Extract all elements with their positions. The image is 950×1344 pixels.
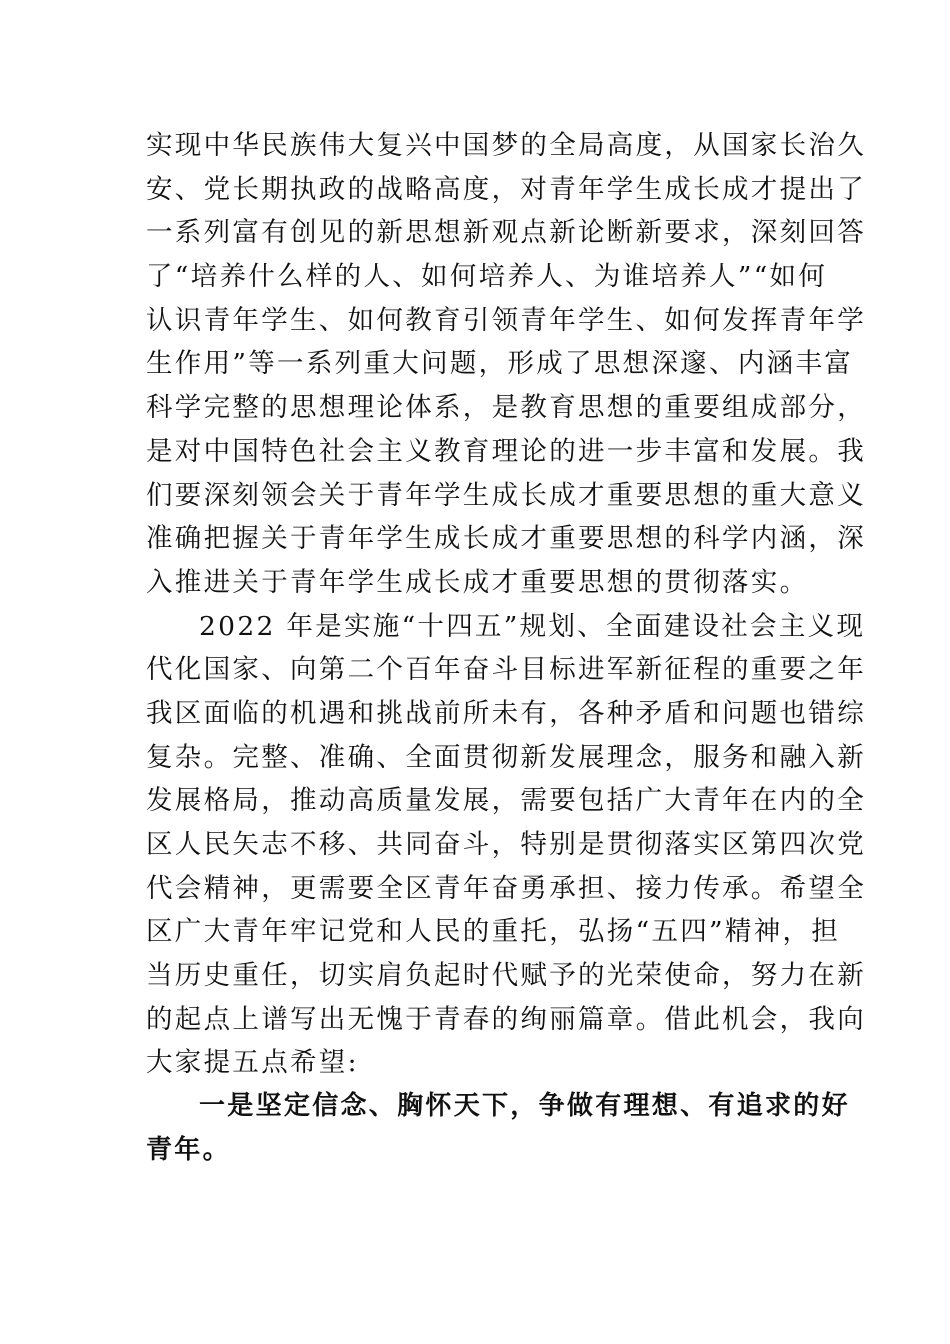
paragraph-1-line: 认识青年学生、如何教育引领青年学生、如何发挥青年学 [146, 304, 866, 336]
paragraph-1-line: 安、党长期执政的战略高度，对青年学生成长成才提出了 [146, 173, 866, 205]
paragraph-1-line: 科学完整的思想理论体系，是教育思想的重要组成部分， [146, 392, 866, 424]
paragraph-2-line: 发展格局，推动高质量发展，需要包括广大青年在内的全 [146, 785, 866, 817]
paragraph-1-line: 入推进关于青年学生成长成才重要思想的贯彻落实。 [146, 566, 809, 598]
paragraph-1-line: 是对中国特色社会主义教育理论的进一步丰富和发展。我 [146, 435, 866, 467]
paragraph-2-line: 我区面临的机遇和挑战前所未有，各种矛盾和问题也错综 [146, 697, 866, 729]
document-body [146, 124, 866, 1173]
paragraph-1-line: 实现中华民族伟大复兴中国梦的全局高度，从国家长治久 [146, 130, 866, 161]
paragraph-1-line: 一系列富有创见的新思想新观点新论断新要求，深刻回答 [146, 217, 866, 249]
paragraph-2-line: 复杂。完整、准确、全面贯彻新发展理念，服务和融入新 [146, 741, 866, 773]
paragraph-2-line: 2022 年是实施“十四五”规划、全面建设社会主义现 [199, 610, 866, 642]
paragraph-2 [146, 605, 866, 1086]
paragraph-1-line: 们要深刻领会关于青年学生成长成才重要思想的重大意义 [146, 479, 866, 511]
paragraph-1 [146, 124, 866, 605]
paragraph-2-line: 区广大青年牢记党和人民的重托，弘扬“五四”精神，担 [146, 916, 841, 948]
section-heading-line: 一是坚定信念、胸怀天下，争做有理想、有追求的好 [199, 1091, 850, 1122]
section-heading-1 [146, 1085, 850, 1172]
section-heading-line: 青年。 [146, 1134, 231, 1165]
paragraph-2-line: 代会精神，更需要全区青年奋勇承担、接力传承。希望全 [146, 872, 866, 904]
paragraph-2-line: 当历史重任，切实肩负起时代赋予的光荣使命，努力在新 [146, 960, 866, 992]
paragraph-1-line: 了“培养什么样的人、如何培养人、为谁培养人”“如何 [146, 261, 828, 293]
paragraph-1-line: 准确把握关于青年学生成长成才重要思想的科学内涵，深 [146, 523, 866, 555]
paragraph-2-line: 的起点上谱写出无愧于青春的绚丽篇章。借此机会，我向 [146, 1003, 866, 1035]
paragraph-2-line: 代化国家、向第二个百年奋斗目标进军新征程的重要之年 [146, 654, 866, 686]
paragraph-2-line: 区人民矢志不移、共同奋斗，特别是贯彻落实区第四次党 [146, 829, 866, 860]
paragraph-2-line: 大家提五点希望: [146, 1047, 359, 1079]
paragraph-1-line: 生作用”等一系列重大问题，形成了思想深邃、内涵丰富 [146, 348, 854, 380]
